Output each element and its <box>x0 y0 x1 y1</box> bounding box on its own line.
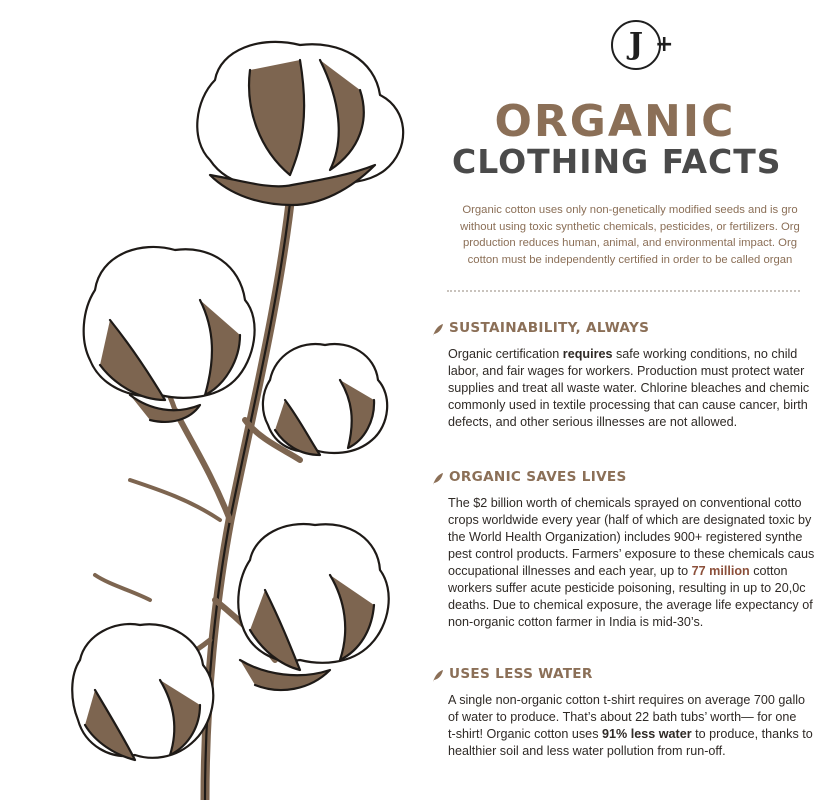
section-sustainability-body: Organic certification requires safe working conditions, no child labor, and fair wages for workers. Production must protect water supplies and treat all waste water. Chlorine bleaches and chemic commonly used in textile processing that can cause cancer, birth defects, and other serious illnesses are not allowed. <box>448 347 810 429</box>
intro-line: Organic cotton uses only non-genetically modified seeds and is gro <box>462 204 798 216</box>
logo-plus: + <box>655 32 674 57</box>
section-heading: SUSTAINABILITY, ALWAYS <box>449 320 650 336</box>
logo-mark: J <box>611 20 661 70</box>
section-heading: ORGANIC SAVES LIVES <box>449 469 627 485</box>
page-title-line1: ORGANIC <box>494 96 736 147</box>
section-heading: USES LESS WATER <box>449 666 593 682</box>
intro-line: production reduces human, animal, and environmental impact. Org <box>462 237 798 249</box>
page-title-line2: CLOTHING FACTS <box>452 142 782 181</box>
intro-line: without using toxic synthetic chemicals, pesticides, or fertilizers. Org <box>460 220 800 233</box>
leaf-icon <box>432 323 444 337</box>
intro-line: cotton must be independently certified in order to be called organ <box>467 253 793 266</box>
leaf-icon <box>432 669 444 683</box>
leaf-icon <box>432 472 444 486</box>
section-water-body: A single non-organic cotton t-shirt requires on average 700 gallo of water to produce. That’s about 22 bath tubs’ worth— for one t-shirt! Organic cotton uses 91% less water to produce, thanks to healthier soil and less water pollution from run-off. <box>448 693 813 758</box>
dotted-divider <box>447 290 800 292</box>
brand-logo[interactable] <box>611 20 673 76</box>
section-saves-lives-body: The $2 billion worth of chemicals sprayed on conventional cotto crops worldwide every year (half of which are designated toxic by the World Health Organization) includes 900+ registered synthe pest control products. Farmers’ exposure to these chemicals caus occupational illnesses and each year, up to 77 million cotton workers suffer acute pesticide poisoning, resulting in up to 20,0c deaths. Due to chemical exposure, the average life expectancy of non-organic cotton farmer in India is mid-30’s. <box>448 496 815 629</box>
intro-paragraph <box>440 202 820 268</box>
